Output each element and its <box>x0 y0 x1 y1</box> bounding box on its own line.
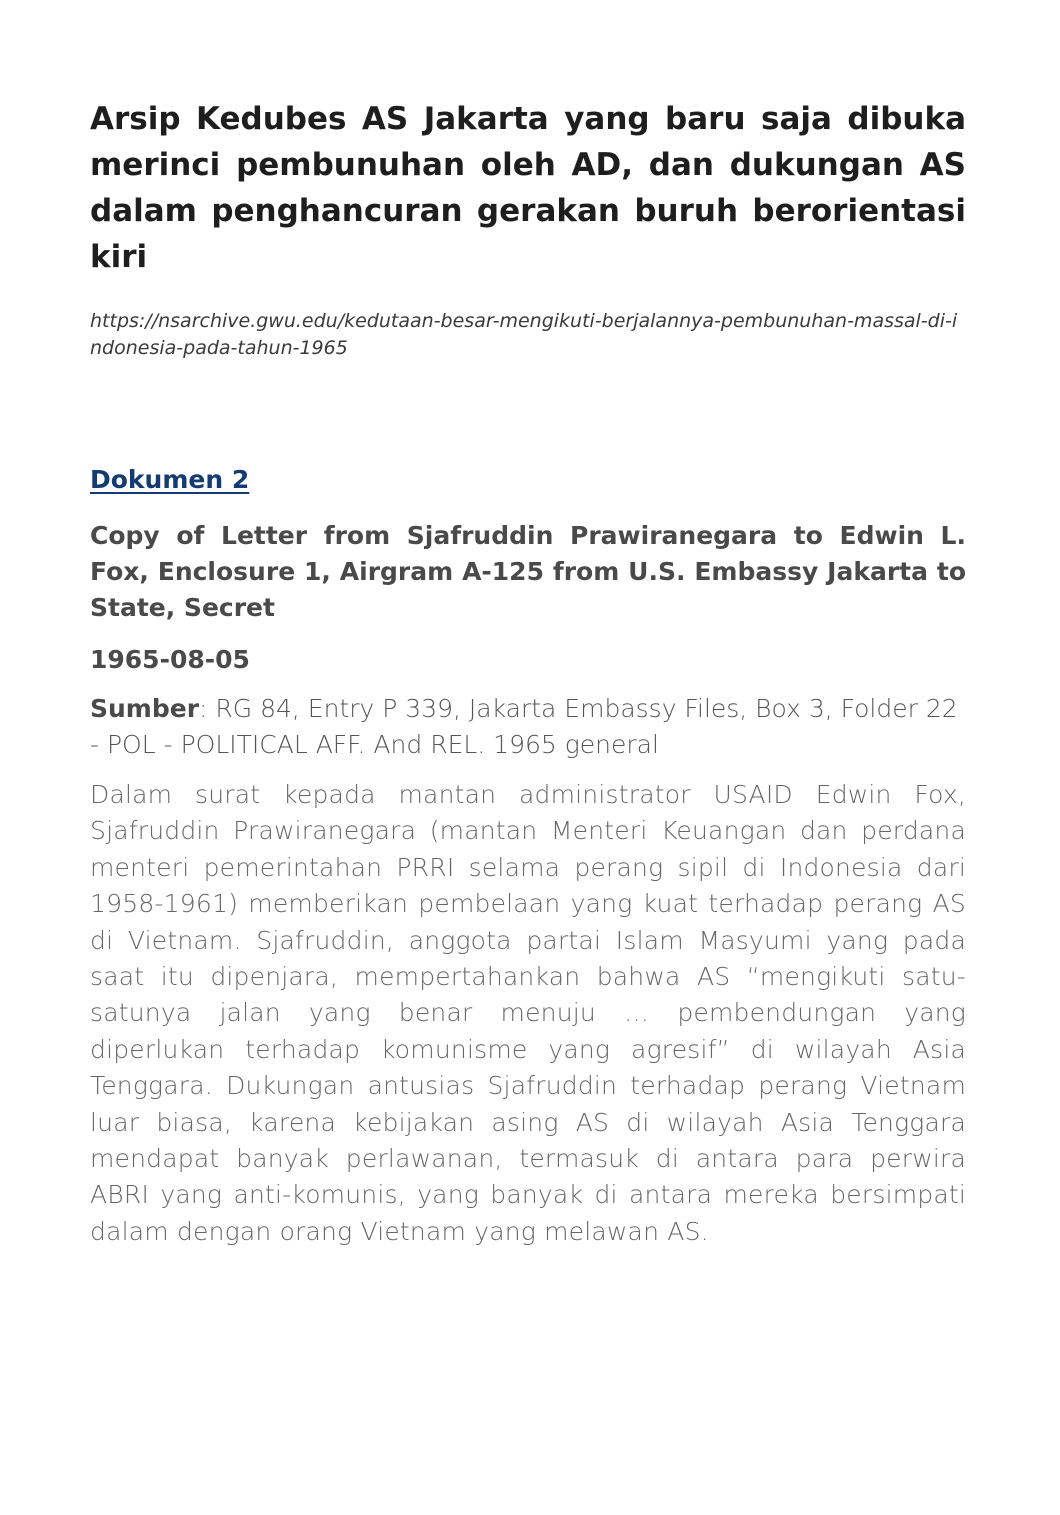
article-title: Arsip Kedubes AS Jakarta yang baru saja dibuka merinci pembunuhan oleh AD, dan dukungan AS dalam penghancuran gerakan buruh berorientasi kiri <box>90 101 966 275</box>
document-source <box>90 691 966 763</box>
document-title: Copy of Letter from Sjafruddin Prawiranegara to Edwin L. Fox, Enclosure 1, Airgram A-125 from U.S. Embassy Jakarta to State, Secret <box>90 521 966 622</box>
document-date: 1965-08-05 <box>90 645 250 674</box>
document-page <box>90 96 966 1250</box>
source-label: Sumber <box>90 694 200 723</box>
document-link[interactable]: Dokumen 2 <box>90 465 250 494</box>
document-body: Dalam surat kepada mantan administrator USAID Edwin Fox, Sjafruddin Prawiranegara (mantan Menteri Keuangan dan perdana menteri pemerintahan PRRI selama perang sipil di Indonesia dari 1958-1961) memberikan pembelaan yang kuat terhadap perang AS di Vietnam. Sjafruddin, anggota partai Islam Masyumi yang pada saat itu dipenjara, mempertahankan bahwa AS “mengikuti satu-satunya jalan yang benar menuju … pembendungan yang diperlukan terhadap komunisme yang agresif” di wilayah Asia Tenggara. Dukungan antusias Sjafruddin terhadap perang Vietnam luar biasa, karena kebijakan asing AS di wilayah Asia Tenggara mendapat banyak perlawanan, termasuk di antara para perwira ABRI yang anti-komunis, yang banyak di antara mereka bersimpati dalam dengan orang Vietnam yang melawan AS. <box>90 780 966 1246</box>
source-url: https://nsarchive.gwu.edu/kedutaan-besar-mengikuti-berjalannya-pembunuhan-massal-di-indonesia-pada-tahun-1965 <box>90 310 958 359</box>
source-text: : RG 84, Entry P 339, Jakarta Embassy Files, Box 3, Folder 22 - POL - POLITICAL AFF. And REL. 1965 general <box>90 694 958 759</box>
